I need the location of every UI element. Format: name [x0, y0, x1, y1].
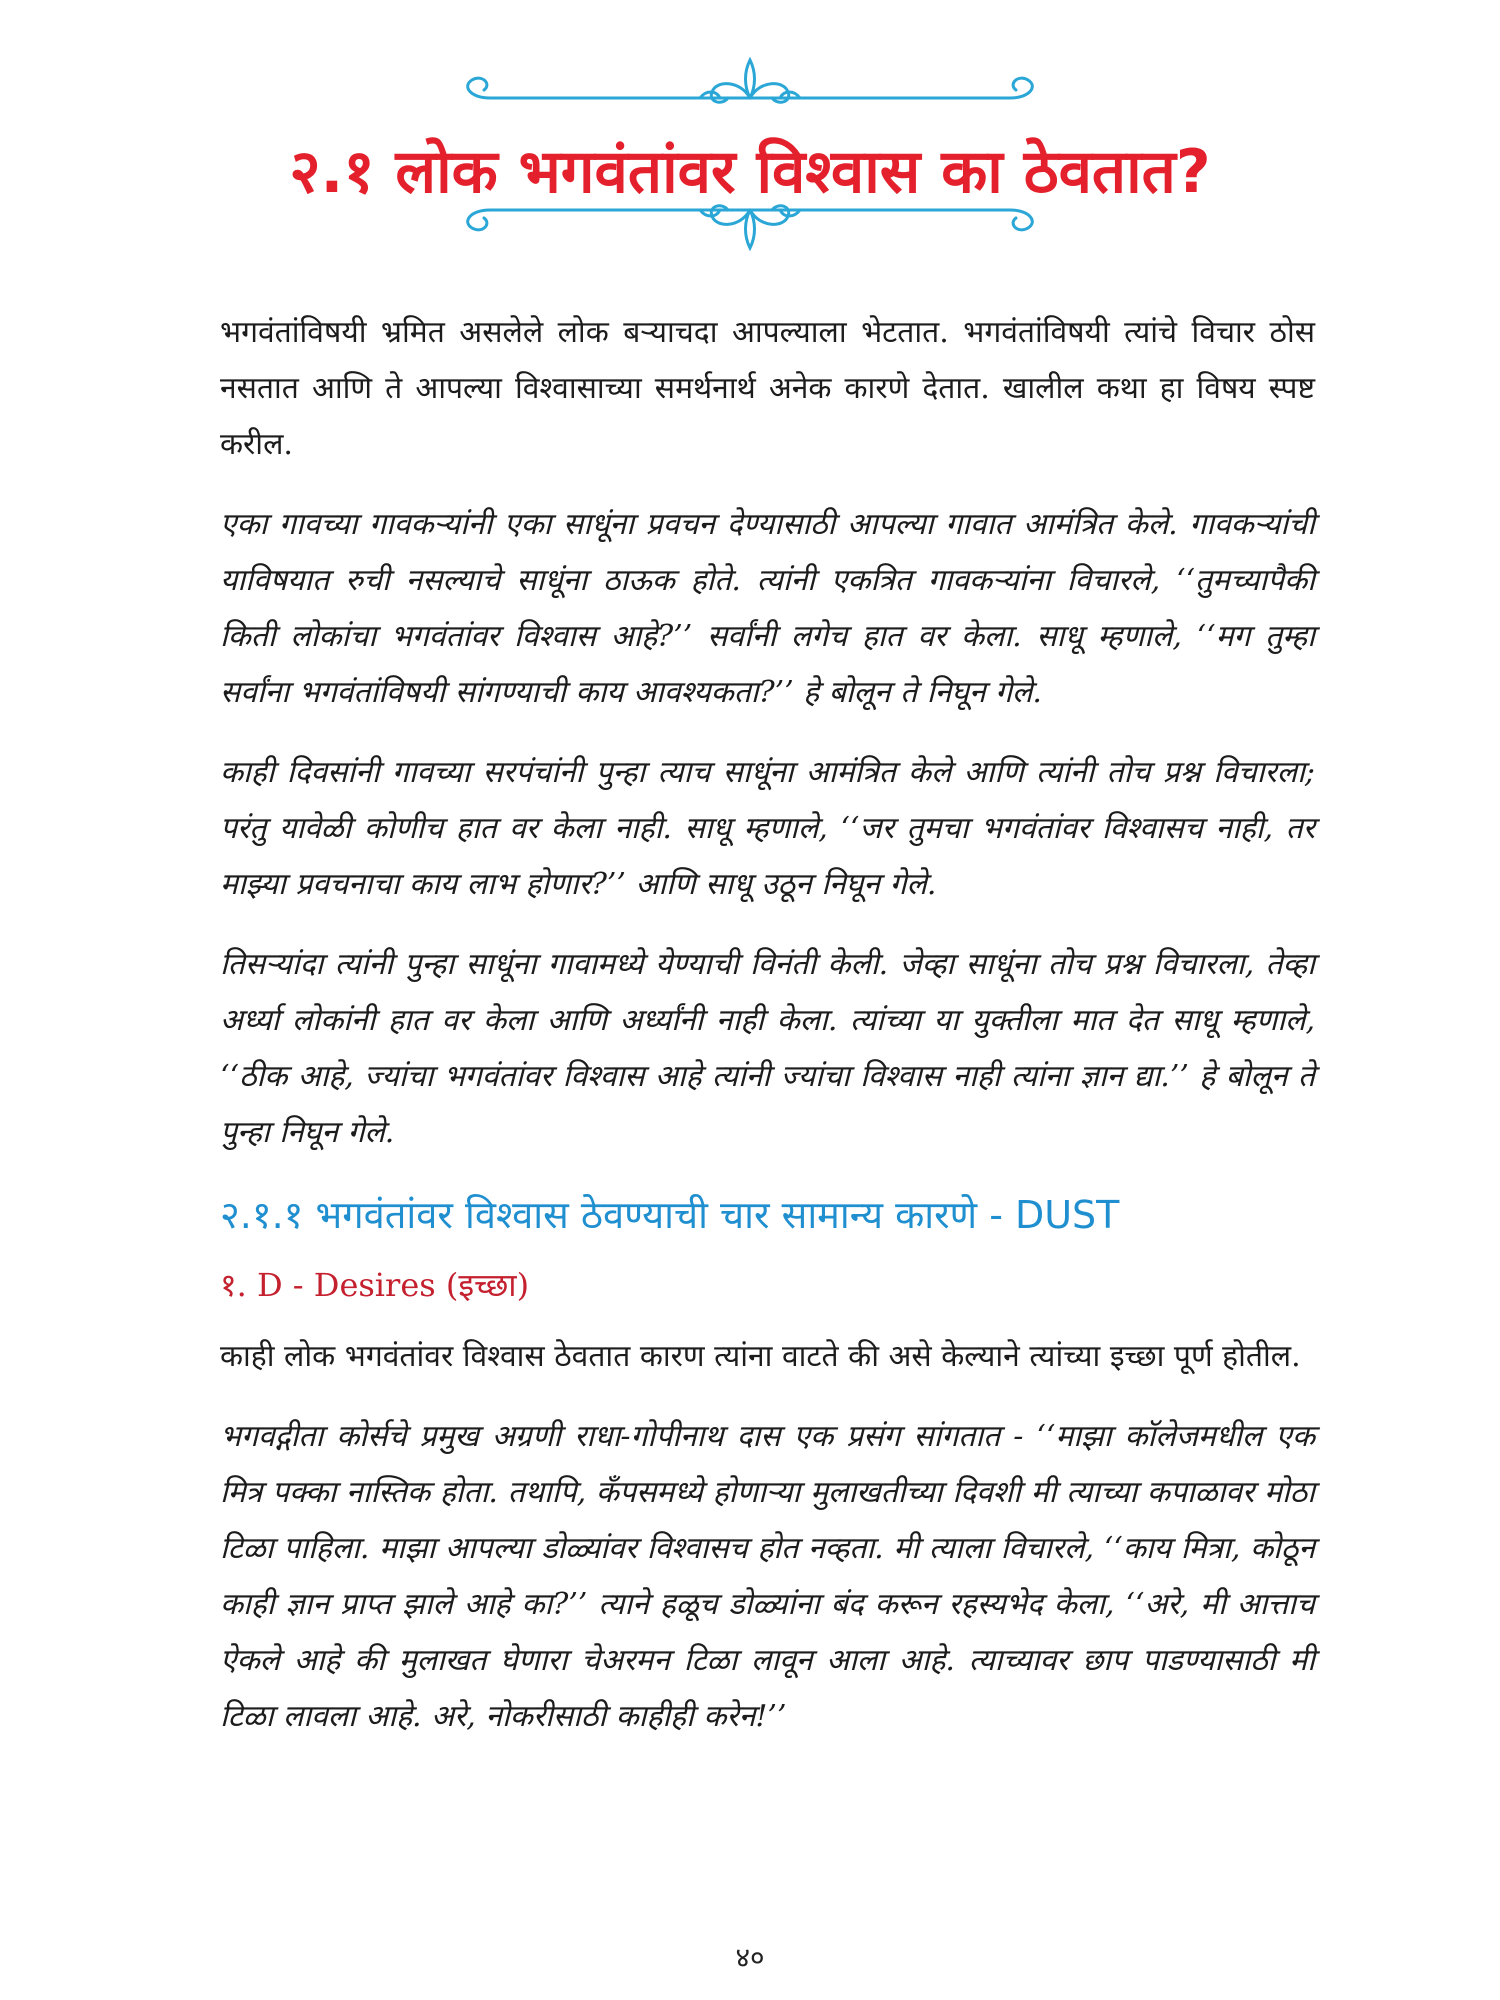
page-title: २.१ लोक भगवंतांवर विश्वास का ठेवतात? — [289, 137, 1211, 207]
point-heading-desires: १. D - Desires (इच्छा) — [220, 1266, 530, 1304]
intro-paragraph: भगवंतांविषयी भ्रमित असलेले लोक बऱ्याचदा आपल्याला भेटतात. भगवंतांविषयी त्यांचे विचार ठोस नसतात आणि ते आपल्या विश्वासाच्या समर्थनार्थ अनेक कारणे देतात. खालील कथा हा विषय स्पष्ट करील. — [220, 315, 1315, 462]
desires-paragraph: काही लोक भगवंतांवर विश्वास ठेवतात कारण त्यांना वाटते की असे केल्याने त्यांच्या इच्छा पूर्ण होतील. — [220, 1339, 1301, 1374]
page-number: ४० — [735, 1941, 765, 1974]
story-paragraph-3: तिसऱ्यांदा त्यांनी पुन्हा साधूंना गावामध्ये येण्याची विनंती केली. जेव्हा साधूंना तोच प्रश्न विचारला, तेव्हा अर्ध्या लोकांनी हात वर केला आणि अर्ध्यांनी नाही केला. त्यांच्या या युक्तीला मात देत साधू म्हणाले, ‘‘ठीक आहे, ज्यांचा भगवंतांवर विश्वास आहे त्यांनी ज्यांचा विश्वास नाही त्यांना ज्ञान द्या.’’ हे बोलून ते पुन्हा निघून गेले. — [220, 947, 1315, 1150]
story-paragraph-1: एका गावच्या गावकऱ्यांनी एका साधूंना प्रवचन देण्यासाठी आपल्या गावात आमंत्रित केले. गावकऱ्यांची याविषयात रुची नसल्याचे साधूंना ठाऊक होते. त्यांनी एकत्रित गावकऱ्यांना विचारले, ‘‘तुमच्यापैकी किती लोकांचा भगवंतांवर विश्वास आहे?’’ सर्वांनी लगेच हात वर केला. साधू म्हणाले, ‘‘मग तुम्हा सर्वांना भगवंतांविषयी सांगण्याची काय आवश्यकता?’’ हे बोलून ते निघून गेले. — [220, 507, 1315, 710]
section-heading: २.१.१ भगवंतांवर विश्वास ठेवण्याची चार सामान्य कारणे - DUST — [220, 1193, 1120, 1237]
desires-story-paragraph: भगवद्गीता कोर्सचे प्रमुख अग्रणी राधा-गोपीनाथ दास एक प्रसंग सांगतात - ‘‘माझा कॉलेजमधील एक मित्र पक्का नास्तिक होता. तथापि, कँपसमध्ये होणाऱ्या मुलाखतीच्या दिवशी मी त्याच्या कपाळावर मोठा टिळा पाहिला. माझा आपल्या डोळ्यांवर विश्वासच होत नव्हता. मी त्याला विचारले, ‘‘काय मित्रा, कोठून काही ज्ञान प्राप्त झाले आहे का?’’ त्याने हळूच डोळ्यांना बंद करून रहस्यभेद केला, ‘‘अरे, मी आत्ताच ऐकले आहे की मुलाखत घेणारा चेअरमन टिळा लावून आला आहे. त्याच्यावर छाप पाडण्यासाठी मी टिळा लावला आहे. अरे, नोकरीसाठी काहीही करेन!’’ — [220, 1419, 1315, 1734]
main-content — [220, 305, 1315, 1769]
story-paragraph-2: काही दिवसांनी गावच्या सरपंचांनी पुन्हा त्याच साधूंना आमंत्रित केले आणि त्यांनी तोच प्रश्न विचारला; परंतु यावेळी कोणीच हात वर केला नाही. साधू म्हणाले, ‘‘जर तुमचा भगवंतांवर विश्वासच नाही, तर माझ्या प्रवचनाचा काय लाभ होणार?’’ आणि साधू उठून निघून गेले. — [220, 755, 1315, 902]
title-block — [200, 40, 1300, 270]
